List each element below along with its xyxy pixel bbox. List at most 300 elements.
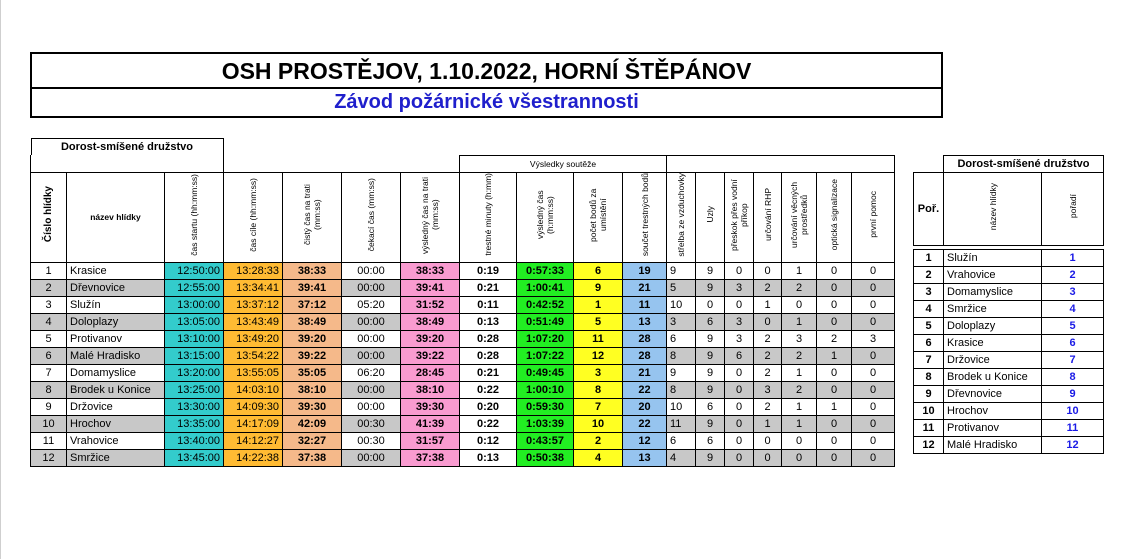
cell-s2: 9 [696, 262, 725, 279]
ranking-row [914, 318, 1104, 335]
cell-clean: 38:49 [283, 313, 342, 330]
cell-pen: 0:28 [460, 330, 517, 347]
cell-rank: 5 [574, 313, 623, 330]
cell-s3: 0 [725, 381, 754, 398]
ranking-row [914, 386, 1104, 403]
cell-s7: 0 [852, 347, 895, 364]
col-header-optical: optická signalizace [829, 178, 839, 251]
cell-no: 4 [31, 313, 67, 330]
results-table [30, 138, 895, 467]
cell-rank: 6 [574, 262, 623, 279]
cell-s4: 0 [754, 432, 782, 449]
cell-s7: 0 [852, 398, 895, 415]
cell-clean: 37:38 [283, 449, 342, 466]
cell-wait: 00:00 [342, 279, 401, 296]
cell-name: Domamyslice [67, 364, 165, 381]
cell-res: 39:22 [401, 347, 460, 364]
cell-start: 13:05:00 [165, 313, 224, 330]
cell-finish: 13:54:22 [224, 347, 283, 364]
cell-start: 13:30:00 [165, 398, 224, 415]
cell-s7: 0 [852, 279, 895, 296]
ranking-cell-pos: 6 [914, 335, 944, 352]
cell-name: Hrochov [67, 415, 165, 432]
cell-clean: 32:27 [283, 432, 342, 449]
cell-res: 38:33 [401, 262, 460, 279]
cell-finish: 14:09:30 [224, 398, 283, 415]
cell-pts: 22 [623, 415, 667, 432]
cell-no: 12 [31, 449, 67, 466]
cell-pts: 22 [623, 381, 667, 398]
cell-s1: 10 [667, 296, 696, 313]
cell-s6: 1 [817, 347, 852, 364]
cell-s3: 0 [725, 262, 754, 279]
cell-finish: 14:22:38 [224, 449, 283, 466]
cell-start: 12:55:00 [165, 279, 224, 296]
cell-finish: 13:43:49 [224, 313, 283, 330]
col-header-result-time: výsledný čas na trati (mm:ss) [420, 176, 440, 254]
cell-finish: 14:03:10 [224, 381, 283, 398]
cell-rank: 3 [574, 364, 623, 381]
cell-s7: 3 [852, 330, 895, 347]
cell-wait: 00:30 [342, 432, 401, 449]
cell-s5: 0 [782, 296, 817, 313]
ranking-row [914, 369, 1104, 386]
cell-s6: 0 [817, 381, 852, 398]
ranking-cell-order: 8 [1042, 369, 1104, 386]
cell-s6: 0 [817, 296, 852, 313]
ranking-name-header: název hlídky [987, 182, 998, 231]
cell-pts: 28 [623, 347, 667, 364]
cell-s6: 1 [817, 398, 852, 415]
cell-s3: 6 [725, 347, 754, 364]
ranking-row [914, 352, 1104, 369]
cell-final: 1:03:39 [517, 415, 574, 432]
ranking-row [914, 403, 1104, 420]
cell-res: 37:38 [401, 449, 460, 466]
ranking-row [914, 250, 1104, 267]
cell-finish: 13:49:20 [224, 330, 283, 347]
page-subtitle: Závod požárnické všestrannosti [334, 91, 639, 113]
cell-s3: 0 [725, 398, 754, 415]
ranking-row [914, 437, 1104, 454]
cell-pen: 0:22 [460, 381, 517, 398]
cell-s2: 9 [696, 449, 725, 466]
ranking-cell-pos: 7 [914, 352, 944, 369]
cell-s5: 1 [782, 313, 817, 330]
cell-final: 0:57:33 [517, 262, 574, 279]
cell-s6: 0 [817, 432, 852, 449]
ranking-category-label: Dorost-smíšené družstvo [944, 156, 1104, 173]
cell-s5: 2 [782, 381, 817, 398]
ranking-cell-name: Vrahovice [944, 267, 1042, 284]
col-header-rank-points: počet bodů za umístění [588, 187, 608, 242]
cell-no: 6 [31, 347, 67, 364]
cell-s1: 6 [667, 432, 696, 449]
cell-s7: 0 [852, 262, 895, 279]
cell-final: 0:42:52 [517, 296, 574, 313]
cell-s1: 6 [667, 330, 696, 347]
cell-res: 39:41 [401, 279, 460, 296]
cell-no: 8 [31, 381, 67, 398]
cell-s3: 0 [725, 296, 754, 313]
col-header-rhp: určování RHP [762, 188, 773, 241]
cell-clean: 35:05 [283, 364, 342, 381]
title-box [30, 52, 943, 118]
cell-no: 2 [31, 279, 67, 296]
cell-finish: 13:37:12 [224, 296, 283, 313]
cell-res: 38:10 [401, 381, 460, 398]
cell-finish: 13:28:33 [224, 262, 283, 279]
ranking-cell-name: Služín [944, 250, 1042, 267]
results-header: Výsledky soutěže [460, 155, 667, 172]
table-row [31, 262, 895, 279]
cell-start: 13:00:00 [165, 296, 224, 313]
ranking-cell-name: Protivanov [944, 420, 1042, 437]
ranking-cell-pos: 12 [914, 437, 944, 454]
cell-s2: 9 [696, 364, 725, 381]
cell-clean: 42:09 [283, 415, 342, 432]
cell-no: 3 [31, 296, 67, 313]
ranking-cell-name: Krasice [944, 335, 1042, 352]
cell-final: 1:00:41 [517, 279, 574, 296]
ranking-cell-order: 12 [1042, 437, 1104, 454]
ranking-cell-pos: 3 [914, 284, 944, 301]
table-row [31, 330, 895, 347]
cell-final: 0:51:49 [517, 313, 574, 330]
cell-pts: 13 [623, 313, 667, 330]
cell-s4: 2 [754, 347, 782, 364]
cell-s3: 3 [725, 279, 754, 296]
cell-name: Služín [67, 296, 165, 313]
ranking-cell-name: Brodek u Konice [944, 369, 1042, 386]
cell-name: Držovice [67, 398, 165, 415]
cell-s2: 9 [696, 381, 725, 398]
cell-name: Doloplazy [67, 313, 165, 330]
cell-s5: 1 [782, 364, 817, 381]
cell-res: 41:39 [401, 415, 460, 432]
cell-s1: 5 [667, 279, 696, 296]
cell-wait: 00:00 [342, 262, 401, 279]
cell-final: 0:43:57 [517, 432, 574, 449]
ranking-cell-order: 9 [1042, 386, 1104, 403]
cell-finish: 13:55:05 [224, 364, 283, 381]
cell-name: Brodek u Konice [67, 381, 165, 398]
cell-pts: 13 [623, 449, 667, 466]
cell-s6: 0 [817, 449, 852, 466]
cell-name: Malé Hradisko [67, 347, 165, 364]
ranking-cell-name: Domamyslice [944, 284, 1042, 301]
cell-s5: 3 [782, 330, 817, 347]
cell-rank: 9 [574, 279, 623, 296]
cell-rank: 4 [574, 449, 623, 466]
ranking-cell-pos: 5 [914, 318, 944, 335]
cell-pen: 0:13 [460, 313, 517, 330]
cell-s2: 9 [696, 279, 725, 296]
cell-s4: 2 [754, 398, 782, 415]
cell-pts: 21 [623, 364, 667, 381]
cell-rank: 7 [574, 398, 623, 415]
cell-wait: 00:30 [342, 415, 401, 432]
cell-s4: 1 [754, 296, 782, 313]
col-header-penalty-minutes: trestné minuty (h:mm) [483, 173, 493, 256]
cell-s1: 8 [667, 347, 696, 364]
cell-pts: 11 [623, 296, 667, 313]
cell-wait: 00:00 [342, 347, 401, 364]
cell-clean: 39:22 [283, 347, 342, 364]
category-label: Dorost-smíšené družstvo [31, 138, 224, 155]
ranking-cell-order: 3 [1042, 284, 1104, 301]
cell-pen: 0:22 [460, 415, 517, 432]
ranking-cell-name: Malé Hradisko [944, 437, 1042, 454]
cell-s1: 11 [667, 415, 696, 432]
col-header-finish-time: čas cíle (hh:mm:ss) [248, 177, 258, 252]
cell-s4: 2 [754, 364, 782, 381]
cell-start: 12:50:00 [165, 262, 224, 279]
col-header-clean-time: čistý čas na trati (mm:ss) [302, 184, 322, 245]
cell-res: 38:49 [401, 313, 460, 330]
cell-s5: 0 [782, 449, 817, 466]
col-header-wait-time: čekací čas (mm:ss) [366, 177, 376, 252]
col-header-penalty-points: součet trestných bodů [639, 172, 650, 257]
cell-s3: 0 [725, 415, 754, 432]
cell-s2: 9 [696, 415, 725, 432]
cell-start: 13:15:00 [165, 347, 224, 364]
cell-s5: 0 [782, 432, 817, 449]
cell-clean: 39:20 [283, 330, 342, 347]
ranking-row [914, 267, 1104, 284]
cell-s6: 0 [817, 262, 852, 279]
cell-start: 13:45:00 [165, 449, 224, 466]
cell-s6: 2 [817, 330, 852, 347]
cell-final: 0:59:30 [517, 398, 574, 415]
cell-s5: 2 [782, 347, 817, 364]
cell-wait: 00:00 [342, 330, 401, 347]
ranking-cell-order: 6 [1042, 335, 1104, 352]
cell-rank: 12 [574, 347, 623, 364]
ranking-cell-pos: 11 [914, 420, 944, 437]
cell-s6: 0 [817, 415, 852, 432]
cell-clean: 39:30 [283, 398, 342, 415]
cell-res: 31:52 [401, 296, 460, 313]
ranking-cell-order: 1 [1042, 250, 1104, 267]
ranking-cell-name: Smržice [944, 301, 1042, 318]
cell-s3: 0 [725, 364, 754, 381]
cell-wait: 06:20 [342, 364, 401, 381]
table-row [31, 449, 895, 466]
col-header-team-number: Číslo hlídky [42, 186, 54, 243]
cell-s5: 1 [782, 262, 817, 279]
cell-pts: 19 [623, 262, 667, 279]
cell-res: 28:45 [401, 364, 460, 381]
table-row [31, 415, 895, 432]
cell-s7: 0 [852, 415, 895, 432]
table-row [31, 381, 895, 398]
cell-no: 7 [31, 364, 67, 381]
cell-name: Dřevnovice [67, 279, 165, 296]
ranking-cell-order: 7 [1042, 352, 1104, 369]
table-row [31, 313, 895, 330]
cell-s5: 1 [782, 398, 817, 415]
table-row [31, 296, 895, 313]
cell-pts: 21 [623, 279, 667, 296]
ranking-cell-pos: 1 [914, 250, 944, 267]
cell-s6: 0 [817, 364, 852, 381]
cell-s3: 0 [725, 432, 754, 449]
cell-finish: 13:34:41 [224, 279, 283, 296]
col-header-equipment: určování věcných prostředků [789, 181, 809, 248]
ranking-cell-pos: 8 [914, 369, 944, 386]
cell-s5: 2 [782, 279, 817, 296]
ranking-cell-pos: 4 [914, 301, 944, 318]
cell-s1: 10 [667, 398, 696, 415]
ranking-cell-pos: 9 [914, 386, 944, 403]
cell-s4: 1 [754, 415, 782, 432]
table-row [31, 432, 895, 449]
cell-s1: 9 [667, 262, 696, 279]
ranking-cell-order: 5 [1042, 318, 1104, 335]
cell-wait: 00:00 [342, 313, 401, 330]
ranking-cell-order: 10 [1042, 403, 1104, 420]
cell-rank: 11 [574, 330, 623, 347]
cell-s2: 9 [696, 330, 725, 347]
cell-name: Vrahovice [67, 432, 165, 449]
cell-clean: 38:33 [283, 262, 342, 279]
ranking-row [914, 335, 1104, 352]
cell-final: 0:49:45 [517, 364, 574, 381]
cell-s2: 6 [696, 432, 725, 449]
cell-wait: 00:00 [342, 449, 401, 466]
cell-wait: 00:00 [342, 381, 401, 398]
ranking-row [914, 420, 1104, 437]
cell-s1: 9 [667, 364, 696, 381]
cell-s3: 3 [725, 330, 754, 347]
cell-no: 5 [31, 330, 67, 347]
page-title: OSH PROSTĚJOV, 1.10.2022, HORNÍ ŠTĚPÁNOV [32, 54, 941, 89]
cell-res: 31:57 [401, 432, 460, 449]
cell-pen: 0:19 [460, 262, 517, 279]
cell-start: 13:35:00 [165, 415, 224, 432]
cell-s1: 3 [667, 313, 696, 330]
ranking-row [914, 301, 1104, 318]
cell-pen: 0:13 [460, 449, 517, 466]
table-row [31, 364, 895, 381]
left-border [0, 0, 1, 559]
ranking-table [913, 155, 1104, 454]
cell-clean: 37:12 [283, 296, 342, 313]
ranking-cell-name: Doloplazy [944, 318, 1042, 335]
cell-finish: 14:17:09 [224, 415, 283, 432]
cell-clean: 39:41 [283, 279, 342, 296]
cell-s2: 6 [696, 313, 725, 330]
cell-start: 13:40:00 [165, 432, 224, 449]
ranking-cell-pos: 10 [914, 403, 944, 420]
table-row [31, 279, 895, 296]
cell-s4: 0 [754, 262, 782, 279]
cell-name: Protivanov [67, 330, 165, 347]
ranking-order-header: pořadí [1067, 194, 1078, 219]
cell-rank: 10 [574, 415, 623, 432]
col-header-water-jump: přeskok přes vodní příkop [729, 178, 749, 251]
cell-s4: 3 [754, 381, 782, 398]
ranking-cell-order: 11 [1042, 420, 1104, 437]
cell-final: 0:50:38 [517, 449, 574, 466]
col-header-team-name: název hlídky [90, 212, 141, 222]
cell-s7: 0 [852, 364, 895, 381]
cell-s6: 0 [817, 279, 852, 296]
cell-s2: 9 [696, 347, 725, 364]
cell-s3: 0 [725, 449, 754, 466]
cell-pen: 0:11 [460, 296, 517, 313]
cell-s4: 0 [754, 449, 782, 466]
cell-pen: 0:20 [460, 398, 517, 415]
cell-final: 1:07:20 [517, 330, 574, 347]
cell-no: 1 [31, 262, 67, 279]
cell-s2: 6 [696, 398, 725, 415]
cell-s7: 0 [852, 381, 895, 398]
cell-start: 13:25:00 [165, 381, 224, 398]
ranking-row [914, 284, 1104, 301]
cell-pts: 28 [623, 330, 667, 347]
cell-s7: 0 [852, 449, 895, 466]
cell-final: 1:07:22 [517, 347, 574, 364]
cell-rank: 8 [574, 381, 623, 398]
cell-rank: 1 [574, 296, 623, 313]
ranking-cell-name: Dřevnovice [944, 386, 1042, 403]
cell-pen: 0:28 [460, 347, 517, 364]
table-row [31, 398, 895, 415]
cell-s2: 0 [696, 296, 725, 313]
cell-s7: 0 [852, 432, 895, 449]
cell-s4: 2 [754, 330, 782, 347]
cell-finish: 14:12:27 [224, 432, 283, 449]
cell-s6: 0 [817, 313, 852, 330]
cell-final: 1:00:10 [517, 381, 574, 398]
cell-s7: 0 [852, 296, 895, 313]
cell-pen: 0:21 [460, 279, 517, 296]
cell-s1: 8 [667, 381, 696, 398]
cell-start: 13:20:00 [165, 364, 224, 381]
cell-rank: 2 [574, 432, 623, 449]
table-row [31, 347, 895, 364]
cell-name: Krasice [67, 262, 165, 279]
cell-wait: 00:00 [342, 398, 401, 415]
cell-res: 39:30 [401, 398, 460, 415]
cell-s1: 4 [667, 449, 696, 466]
cell-s5: 1 [782, 415, 817, 432]
cell-clean: 38:10 [283, 381, 342, 398]
cell-no: 9 [31, 398, 67, 415]
col-header-knots: Uzly [705, 206, 715, 223]
cell-pen: 0:21 [460, 364, 517, 381]
cell-pts: 20 [623, 398, 667, 415]
cell-s4: 2 [754, 279, 782, 296]
ranking-cell-name: Držovice [944, 352, 1042, 369]
ranking-cell-order: 2 [1042, 267, 1104, 284]
col-header-air-rifle: střelba ze vzduchovky [676, 172, 686, 257]
cell-pen: 0:12 [460, 432, 517, 449]
ranking-cell-name: Hrochov [944, 403, 1042, 420]
ranking-cell-order: 4 [1042, 301, 1104, 318]
cell-no: 10 [31, 415, 67, 432]
cell-start: 13:10:00 [165, 330, 224, 347]
col-header-start-time: čas startu (hh:mm:ss) [189, 173, 199, 256]
ranking-pos-header: Poř. [914, 173, 944, 246]
cell-s7: 0 [852, 313, 895, 330]
cell-s4: 0 [754, 313, 782, 330]
cell-s3: 3 [725, 313, 754, 330]
ranking-cell-pos: 2 [914, 267, 944, 284]
cell-wait: 05:20 [342, 296, 401, 313]
